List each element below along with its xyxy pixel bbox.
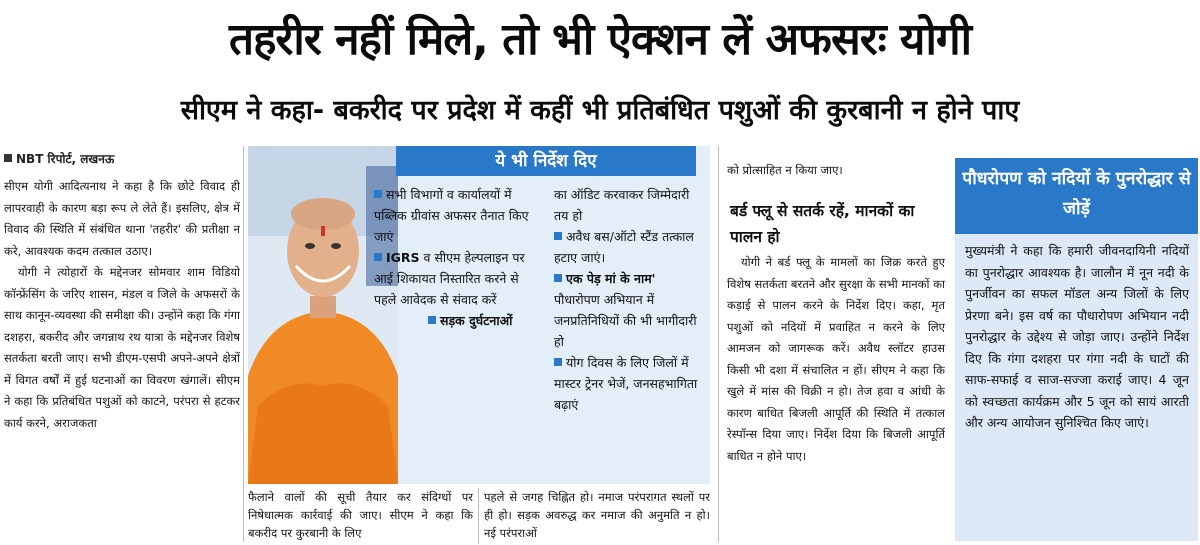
article-paragraph: योगी ने त्योहारों के मद्देनजर सोमवार शाम विडियो कॉन्फ्रेंसिंग के जरिए शासन, मंडल व जिले के अफसरों के साथ कानून-व्यवस्था की समीक्षा की। उन्होंने कहा कि गंगा दशहरा, बकरीद और जगन्नाथ रथ यात्रा के मद्देनजर विशेष सतर्कता बरती जाए। सभी डीएम-एसपी अपने-अपने क्षेत्रों में विगत वर्षों में हुई घटनाओं का विवरण खंगालें। सीएम ने कहा कि प्रतिबंधित पशुओं को काटने, परंपरा से हटकर कार्य करने, अराजकता — [4, 265, 240, 430]
directive-text: सड़क दुर्घटनाओं — [440, 313, 513, 328]
article-column-3-bottom — [484, 488, 710, 544]
bird-flu-subheading: बर्ड फ्लू से सतर्क रहें, मानकों का पालन हो — [730, 202, 915, 246]
square-bullet-icon — [374, 253, 382, 261]
article-column-4-top — [727, 160, 945, 184]
directive-text: पौधारोपण अभियान में जनप्रतिनिधियों की भी भागीदारी हो — [554, 292, 697, 349]
directive-item — [368, 247, 538, 310]
directives-box — [248, 146, 710, 484]
square-bullet-icon — [4, 154, 12, 162]
byline-text: NBT रिपोर्ट, लखनऊ — [16, 152, 115, 166]
directive-item — [554, 352, 704, 415]
directive-item — [554, 226, 704, 268]
directive-text: अवैध बस/ऑटो स्टैंड तत्काल हटाए जाएं। — [554, 229, 694, 265]
article-column-2-bottom — [248, 488, 473, 544]
article-column-4 — [727, 252, 945, 542]
article-paragraph: को प्रोत्साहित न किया जाए। — [727, 163, 843, 177]
article-paragraph: फैलाने वालों की सूची तैयार कर संदिग्धों पर निषेधात्मक कार्रवाई की जाए। सीएम ने कहा कि बकरीद पर कुरबानी के लिए — [248, 490, 473, 540]
directive-text: सभी विभागों व कार्यालयों में पब्लिक ग्रीवांस अफसर तैनात किए जाएं — [374, 187, 529, 244]
article-column-1 — [4, 176, 240, 542]
byline — [4, 150, 114, 167]
directives-right-list — [554, 184, 704, 415]
rivers-sidebar-title: पौधरोपण को नदियों के पुनरोद्धार से जोड़ें — [955, 158, 1198, 234]
article-paragraph: योगी ने बर्ड फ्लू के मामलों का जिक्र करते हुए विशेष सतर्कता बरतने और सुरक्षा के सभी मानकों का कड़ाई से पालन करने के निर्देश दिए। कहा, मृत पशुओं को नदियों में प्रवाहित न करने के लिए आमजन को जागरूक करें। अवैध स्लॉटर हाउस किसी भी दशा में संचालित न हों। सीएम ने कहा कि खुले में मांस की विक्री न हो। तेज हवा व आंधी के कारण बाधित बिजली आपूर्ति की स्थिति में तत्काल रेस्पॉन्स दिया जाए। निर्देश दिया कि बिजली आपूर्ति बाधित न होने पाए। — [727, 255, 945, 463]
rivers-sidebar-body: मुख्यमंत्री ने कहा कि हमारी जीवनदायिनी नदियों का पुनरोद्धार आवश्यक है। जालौन में नून नदी के पुनर्जीवन का सफल मॉडल अन्य जिलों के लिए प्रेरणा बने। इस वर्ष का पौधारोपण अभियान नदी पुनरोद्धार के उद्देश्य से जोड़ा जाए। उन्होंने निर्देश दिए कि गंगा दशहरा पर गंगा नदी के घाटों की साफ-सफाई व साज-सज्जा कराई जाए। 4 जून को स्वच्छता कार्यक्रम और 5 जून को सायं आरती और अन्य आयोजन सुनिश्चित किए जाएं। — [965, 243, 1189, 430]
directives-left-list — [368, 184, 538, 331]
square-bullet-icon — [554, 232, 562, 240]
directive-continued: का ऑडिट करवाकर जिम्मेदारी तय हो — [554, 187, 690, 223]
directive-bold: IGRS — [386, 250, 420, 265]
directive-text: योग दिवस के लिए जिलों में मास्टर ट्रेनर भेजें, जनसहभागिता बढ़ाएं — [554, 355, 698, 412]
directive-bold: एक पेड़ मां के नाम' — [566, 271, 656, 286]
square-bullet-icon — [374, 190, 382, 198]
directive-text: व सीएम हेल्पलाइन पर आई शिकायत निस्तारित करने से पहले आवेदक से संवाद करें — [374, 250, 525, 307]
square-bullet-icon — [428, 316, 436, 324]
headline: तहरीर नहीं मिले, तो भी ऐक्शन लें अफसरः योगी — [228, 14, 972, 65]
rivers-sidebar-box — [955, 158, 1198, 541]
directive-item — [368, 184, 538, 247]
directives-box-title: ये भी निर्देश दिए — [396, 146, 696, 176]
square-bullet-icon — [554, 274, 562, 282]
column-divider — [243, 146, 244, 542]
directive-item — [554, 268, 704, 352]
article-paragraph: सीएम योगी आदित्यनाथ ने कहा है कि छोटे विवाद ही लापरवाही के कारण बड़ा रूप ले लेते हैं। इसलिए, क्षेत्र में विवाद की स्थिति में संबंधित थाना 'तहरीर' की प्रतीक्षा न करे, आवश्यक कदम तत्काल उठाए। — [4, 179, 240, 258]
column-divider — [478, 488, 479, 544]
article-paragraph: पहले से जगह चिह्नित हो। नमाज परंपरागत स्थलों पर ही हो। सड़क अवरुद्ध कर नमाज की अनुमति न हो। नई परंपराओं — [484, 490, 710, 540]
column-divider — [718, 146, 719, 542]
subheadline: सीएम ने कहा- बकरीद पर प्रदेश में कहीं भी प्रतिबंधित पशुओं की कुरबानी न होने पाए — [180, 95, 1020, 126]
directive-item — [368, 310, 538, 331]
square-bullet-icon — [554, 358, 562, 366]
